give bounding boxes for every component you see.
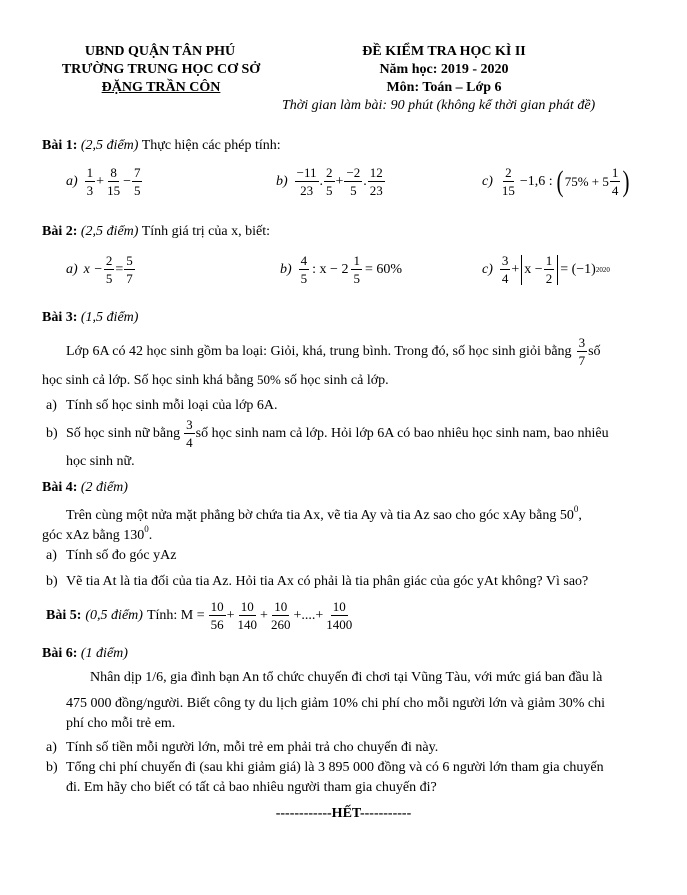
fraction: $\frac{2}{5}$ [105, 253, 113, 286]
fraction: $\frac{-11}{23}$ [296, 165, 317, 198]
bai3-label: Bài 3: [42, 310, 78, 325]
fraction: $\frac{10}{1400}$ [326, 599, 353, 632]
subject: Môn: Toán – Lớp 6 [386, 80, 502, 95]
bai1-a [66, 166, 143, 197]
bai6-paragraph-line3: phí cho mỗi trẻ em. [66, 716, 176, 731]
operator: + [96, 173, 105, 189]
bai6-a [46, 740, 438, 756]
operator: −1,6 : [519, 173, 553, 189]
exam-title: ĐỀ KIỂM TRA HỌC KÌ II [362, 44, 526, 59]
bai2-heading [42, 224, 270, 240]
paragraph-text: số học sinh cả lớp. [284, 373, 389, 388]
bai3-b-line2: học sinh nữ. [66, 454, 135, 469]
fraction: $\frac{5}{7}$ [126, 253, 133, 286]
bai1-c [482, 166, 631, 197]
bai6-a-label: a) [46, 740, 57, 755]
school-year: Năm học: 2019 - 2020 [379, 62, 509, 77]
bai1-b [276, 166, 386, 197]
bai4-b-text: Vẽ tia At là tia đối của tia Az. Hỏi tia Ax có phải là tia phân giác của góc yAt không? Vì sao? [66, 574, 589, 589]
fraction: $\frac{12}{23}$ [369, 165, 383, 198]
paragraph-text: . [148, 528, 153, 543]
bai6-heading [42, 646, 128, 662]
bai2-label: Bài 2: [42, 224, 78, 239]
bai1-points: (2,5 điểm) [80, 138, 139, 153]
operator: + [260, 607, 268, 623]
bai3-a [46, 398, 278, 414]
fraction: $\frac{4}{5}$ [300, 253, 308, 286]
bai3-points: (1,5 điểm) [80, 310, 139, 325]
operator: + [511, 261, 520, 277]
bai6-paragraph-line2: 475 000 đồng/người. Biết công ty du lịch giảm 10% chi phí cho mỗi người lớn và giảm 30% chi [66, 696, 605, 711]
fraction: $\frac{8}{15}$ [107, 165, 121, 198]
bai6-b-text: Tổng chi phí chuyến đi (sau khi giảm giá) là 3 895 000 đồng và có 6 người lớn tham gia chuyến [66, 760, 604, 775]
degree: 0 [144, 524, 149, 534]
bai6-label: Bài 6: [42, 646, 78, 661]
fraction: $\frac{10}{260}$ [270, 599, 291, 632]
operator: + [335, 173, 344, 189]
paren: ) [622, 164, 630, 198]
bai2-b [280, 254, 402, 285]
paren: ( [556, 164, 564, 198]
operator: . [319, 173, 324, 189]
bai6-b-label: b) [46, 760, 58, 775]
operator: + [226, 607, 235, 623]
bai2-c-label: c) [482, 261, 493, 277]
fraction: $\frac{10}{140}$ [237, 599, 258, 632]
expression: = 60% [364, 261, 403, 277]
operator: . [363, 173, 367, 189]
operator: +....+ [293, 607, 324, 623]
bai4-a-label: a) [46, 548, 57, 563]
school-name: ĐẶNG TRẦN CÔN [101, 80, 221, 95]
fraction: $\frac{2}{15}$ [501, 165, 515, 198]
expression: 75% + 5 [564, 173, 609, 189]
paragraph-text: số học sinh nam cả lớp. Hỏi lớp 6A có bao nhiêu học sinh nam, bao nhiêu [195, 425, 609, 441]
percentage: 50% [257, 372, 281, 387]
fraction: $\frac{1}{3}$ [86, 165, 94, 198]
school-type: TRƯỜNG TRUNG HỌC CƠ SỞ [61, 62, 261, 77]
degree: 0 [573, 504, 579, 514]
bai3-a-label: a) [46, 398, 57, 413]
bai1-b-label: b) [276, 173, 288, 189]
bai4-label: Bài 4: [42, 480, 78, 495]
bai1-a-label: a) [66, 173, 78, 189]
bai3-paragraph-line1 [66, 336, 601, 367]
bai4-paragraph-line1 [66, 504, 582, 524]
paragraph-text: học sinh cả lớp. Số học sinh khá bằng [42, 373, 254, 388]
expression: = (−1) [560, 261, 596, 277]
bai2-a [66, 254, 136, 285]
expression: x − [524, 261, 543, 277]
fraction: $\frac{3}{4}$ [186, 417, 193, 450]
abs-bar [521, 255, 522, 285]
expression: x − [83, 261, 103, 277]
bai5-label: Bài 5: [46, 607, 82, 623]
bai6-a-text: Tính số tiền mỗi người lớn, mỗi trẻ em phải trả cho chuyến đi này. [66, 740, 439, 755]
exponent: 2020 [595, 265, 610, 274]
bai5-text: Tính: M = [146, 607, 205, 623]
fraction: $\frac{2}{5}$ [326, 165, 333, 198]
paragraph-text: , [578, 508, 582, 523]
bai2-points: (2,5 điểm) [80, 224, 139, 239]
bai2-c [482, 254, 610, 285]
end-marker: ------------HẾT----------- [275, 806, 412, 821]
bai1-heading [42, 138, 281, 154]
bai4-paragraph-line2 [42, 524, 152, 544]
exam-duration: Thời gian làm bài: 90 phút (không kể thời gian phát đề) [282, 98, 596, 113]
bai2-a-label: a) [66, 261, 78, 277]
fraction: $\frac{3}{7}$ [578, 335, 586, 368]
bai5 [46, 600, 355, 631]
fraction: $\frac{10}{56}$ [210, 599, 224, 632]
bai6-paragraph-line1: Nhân dịp 1/6, gia đình bạn An tổ chức chuyến đi chơi tại Vũng Tàu, với mức giá ban đầu là [90, 670, 603, 685]
bai4-b-label: b) [46, 574, 58, 589]
district-name: UBND QUẬN TÂN PHÚ [84, 44, 236, 59]
operator: = [115, 261, 124, 277]
bai1-label: Bài 1: [42, 138, 78, 153]
bai1-text: Thực hiện các phép tính: [141, 138, 281, 153]
bai2-text: Tính giá trị của x, biết: [141, 224, 270, 239]
paragraph-text: số [588, 343, 601, 359]
bai6-points: (1 điểm) [80, 646, 128, 661]
bai3-a-text: Tính số học sinh mỗi loại của lớp 6A. [66, 398, 278, 413]
expression: : x − 2 [312, 261, 349, 277]
bai2-b-label: b) [280, 261, 292, 277]
paragraph-text: Số học sinh nữ bằng [66, 425, 181, 441]
fraction: $\frac{3}{4}$ [501, 253, 509, 286]
paragraph-text: Lớp 6A có 42 học sinh gồm ba loại: Giỏi, khá, trung bình. Trong đó, số học sinh giỏi bằng [66, 343, 572, 359]
bai3-heading [42, 310, 138, 326]
bai3-b-label: b) [46, 425, 58, 441]
paragraph-text: góc xAz bằng 130 [42, 528, 145, 543]
bai4-a-text: Tính số đo góc yAz [66, 548, 177, 563]
fraction: $\frac{7}{5}$ [133, 165, 141, 198]
bai3-b [46, 418, 609, 449]
fraction: $\frac{1}{4}$ [611, 165, 619, 198]
abs-bar [557, 255, 558, 285]
fraction: $\frac{1}{5}$ [353, 253, 360, 286]
bai3-paragraph-line2 [42, 372, 389, 389]
bai5-points: (0,5 điểm) [85, 607, 143, 623]
operator: − [123, 173, 131, 189]
bai6-b [46, 760, 604, 776]
paragraph-text: Trên cùng một nửa mặt phẳng bờ chứa tia Ax, vẽ tia Ay và tia Az sao cho góc xAy bằng 50 [66, 508, 574, 523]
bai1-c-label: c) [482, 173, 493, 189]
fraction: $\frac{1}{2}$ [545, 253, 553, 286]
bai6-b-line2: đi. Em hãy cho biết có tất cả bao nhiêu người tham gia chuyến đi? [66, 780, 437, 795]
bai4-b [46, 574, 588, 590]
fraction: $\frac{-2}{5}$ [346, 165, 361, 198]
bai4-a [46, 548, 176, 564]
bai4-points: (2 điểm) [80, 480, 128, 495]
bai4-heading [42, 480, 128, 496]
